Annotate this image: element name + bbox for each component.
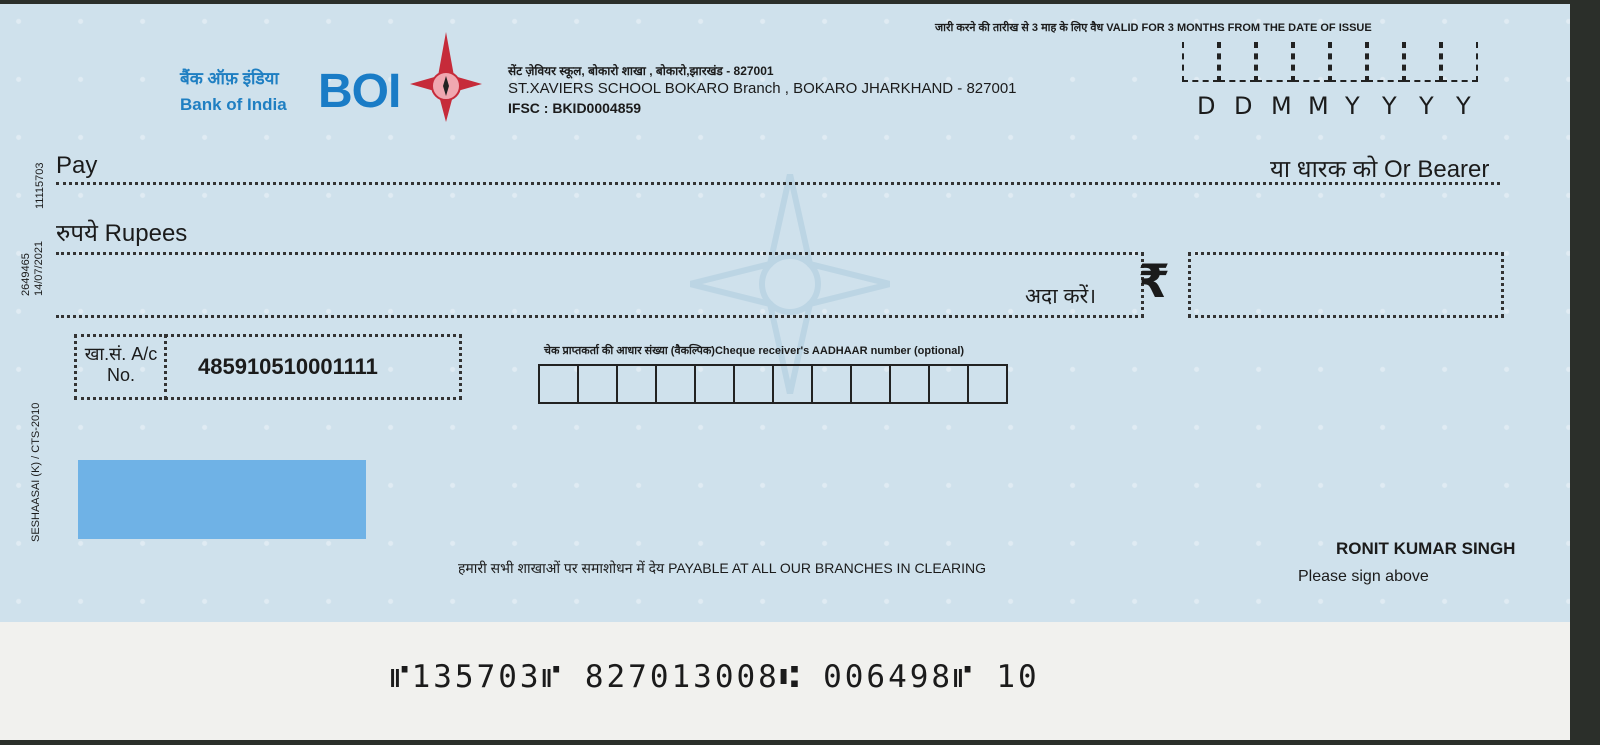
aadhaar-field[interactable]: [538, 364, 1008, 404]
account-divider: [164, 334, 167, 400]
aadhaar-digit-box[interactable]: [696, 366, 735, 402]
printer-info: SESHAASAI (K) / CTS-2010: [30, 402, 42, 542]
aadhaar-digit-box[interactable]: [657, 366, 696, 402]
date-box[interactable]: [1219, 42, 1256, 82]
payable-note: हमारी सभी शाखाओं पर समाशोधन में देय PAYABLE AT ALL OUR BRANCHES IN CLEARING: [458, 560, 987, 576]
date-format-letter: M: [1308, 92, 1329, 120]
branch-address-english: ST.XAVIERS SCHOOL BOKARO Branch , BOKARO JHARKHAND - 827001: [508, 80, 1017, 97]
sign-hint: Please sign above: [1298, 568, 1429, 585]
date-format-legend: [1197, 92, 1493, 120]
ifsc-code: IFSC : BKID0004859: [508, 100, 642, 116]
bank-logo-text: BOI: [318, 65, 401, 118]
date-box[interactable]: [1330, 42, 1367, 82]
cheque: [0, 4, 1570, 740]
date-format-letter: Y: [1419, 92, 1434, 120]
aadhaar-digit-box[interactable]: [813, 366, 852, 402]
validity-note: जारी करने की तारीख से 3 माह के लिए वैध VALID FOR 3 MONTHS FROM THE DATE OF ISSUE: [935, 22, 1372, 34]
aadhaar-label: चेक प्राप्तकर्ता की आधार संख्या (वैकल्पिक)Cheque receiver's AADHAAR number (optional): [544, 345, 965, 357]
aadhaar-digit-box[interactable]: [969, 366, 1006, 402]
bank-name-hindi: बैंक ऑफ़ इंडिया: [180, 69, 279, 88]
aadhaar-digit-box[interactable]: [852, 366, 891, 402]
amount-words-field[interactable]: [56, 252, 1144, 318]
blue-band: [78, 460, 366, 539]
account-label: खा.सं. A/c No.: [84, 344, 158, 385]
aadhaar-digit-box[interactable]: [540, 366, 579, 402]
date-box[interactable]: [1441, 42, 1478, 82]
payee-line[interactable]: [56, 182, 1500, 185]
aadhaar-digit-box[interactable]: [774, 366, 813, 402]
date-format-letter: M: [1271, 92, 1292, 120]
side-code-date: 2649465 14/07/2021: [20, 240, 45, 296]
bearer-label: या धारक को Or Bearer: [1270, 156, 1490, 183]
aadhaar-digit-box[interactable]: [891, 366, 930, 402]
rupees-label: रुपये Rupees: [56, 220, 188, 247]
date-box[interactable]: [1182, 42, 1219, 82]
side-code-top: 11115703: [34, 162, 46, 209]
aadhaar-digit-box[interactable]: [735, 366, 774, 402]
account-number: 485910510001111: [198, 354, 378, 379]
aadhaar-digit-box[interactable]: [930, 366, 969, 402]
pay-hindi-label: अदा करें।: [1025, 285, 1097, 308]
bank-name-english: Bank of India: [180, 95, 287, 114]
date-format-letter: D: [1234, 92, 1253, 120]
date-box[interactable]: [1367, 42, 1404, 82]
date-format-letter: Y: [1456, 92, 1471, 120]
aadhaar-digit-box[interactable]: [579, 366, 618, 402]
rupee-icon: ₹: [1138, 254, 1171, 308]
boi-star-logo-icon: [410, 32, 482, 122]
account-holder-name: RONIT KUMAR SINGH: [1336, 539, 1516, 558]
date-format-letter: D: [1197, 92, 1216, 120]
date-field[interactable]: [1182, 42, 1478, 82]
cheque-body: [0, 4, 1570, 622]
date-box[interactable]: [1404, 42, 1441, 82]
date-box[interactable]: [1293, 42, 1330, 82]
branch-address-hindi: सेंट ज़ेवियर स्कूल, बोकारो शाखा , बोकारो,झारखंड - 827001: [508, 64, 774, 78]
date-format-letter: Y: [1382, 92, 1397, 120]
aadhaar-digit-box[interactable]: [618, 366, 657, 402]
date-box[interactable]: [1256, 42, 1293, 82]
date-format-letter: Y: [1345, 92, 1360, 120]
micr-code: ⑈135703⑈ 827013008⑆ 006498⑈ 10: [390, 659, 1040, 695]
pay-label: Pay: [56, 152, 98, 179]
amount-figures-field[interactable]: [1188, 252, 1504, 318]
